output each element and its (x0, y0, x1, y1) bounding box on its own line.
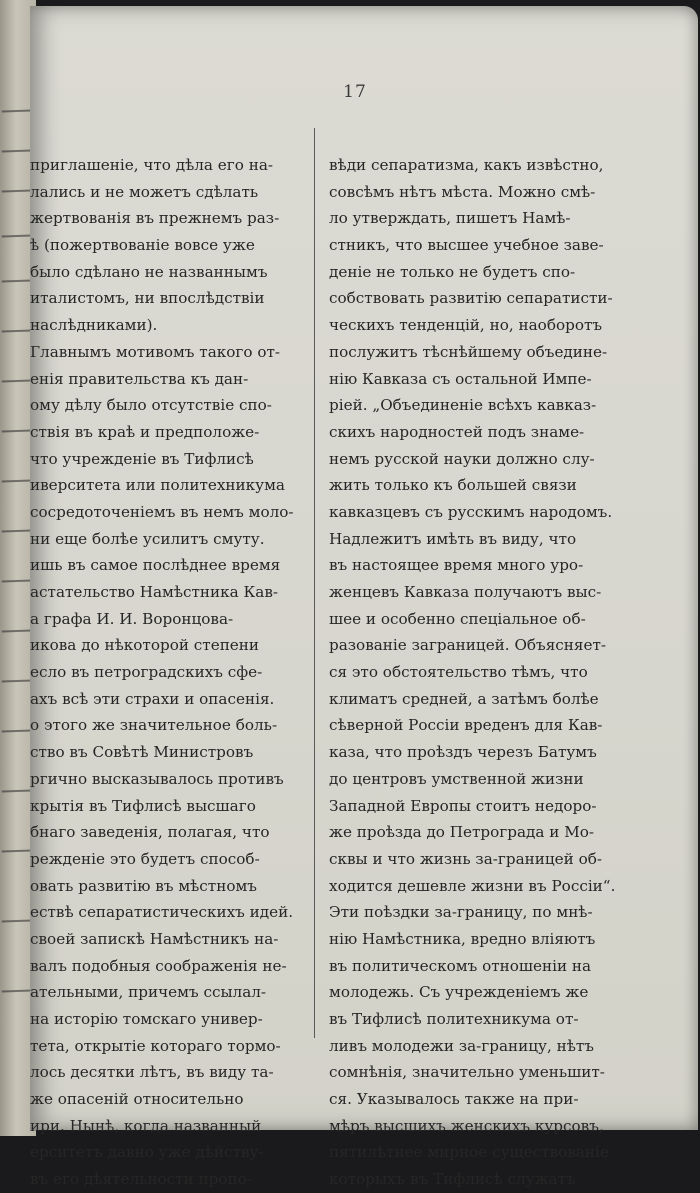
text-line: немъ русской науки должно слу- (329, 449, 595, 468)
text-line: послужитъ тѣснѣйшему объедине- (329, 342, 608, 361)
text-line: было сдѣлано не названнымъ (30, 262, 268, 281)
text-line: мѣръ высшихъ женскихъ курсовъ, (329, 1116, 604, 1135)
text-line: а графа И. И. Воронцова- (30, 609, 234, 628)
text-line: которыхъ въ Тифлисѣ служатъ (329, 1170, 576, 1189)
text-line: пятилѣтнее мирное существованіе (329, 1143, 609, 1162)
left-text-column (30, 152, 308, 1193)
right-text-column (329, 152, 649, 1193)
text-line: ерситетъ давно уже дѣйству- (30, 1143, 264, 1162)
text-line: климатъ средней, а затѣмъ болѣе (329, 689, 599, 708)
text-line: икова до нѣкоторой степени (30, 636, 260, 655)
text-line: есло въ петроградскихъ сфе- (30, 663, 263, 682)
text-line: сквы и что жизнь за-границей об- (329, 849, 602, 868)
text-line: ло утверждать, пишетъ Намѣ- (329, 209, 571, 228)
text-line: ся это обстоятельство тѣмъ, что (329, 663, 588, 682)
text-line: совсѣмъ нѣтъ мѣста. Можно смѣ- (329, 182, 596, 201)
book-page (30, 6, 698, 1189)
text-line: Главнымъ мотивомъ такого от- (30, 342, 281, 361)
text-line: въ Тифлисѣ политехникума от- (329, 1010, 579, 1028)
text-line: же опасеній относительно (30, 1090, 244, 1109)
text-line: въ политическомъ отношеніи на (329, 956, 592, 975)
text-line: ахъ всѣ эти страхи и опасенія. (30, 689, 275, 708)
text-line: валъ подобныя соображенія не- (30, 956, 287, 975)
text-line: лось десятки лѣтъ, въ виду та- (30, 1063, 274, 1082)
column-divider (314, 128, 315, 1038)
text-line: шее и особенно спеціальное об- (329, 609, 586, 628)
text-line: сосредоточеніемъ въ немъ моло- (30, 502, 294, 521)
text-line: разованіе заграницей. Объясняет- (329, 636, 607, 655)
text-line: ни еще болѣе усилитъ смуту. (30, 529, 265, 548)
text-line: италистомъ, ни впослѣдствіи (30, 289, 265, 308)
text-line: сомнѣнія, значительно уменьшит- (329, 1063, 605, 1082)
text-line: въ настоящее время много уро- (329, 556, 584, 575)
text-line: женцевъ Кавказа получаютъ выс- (329, 583, 602, 601)
text-line: бнаго заведенія, полагая, что (30, 823, 270, 842)
text-line: о этого же значительное боль- (30, 716, 278, 735)
text-line: скихъ народностей подъ знаме- (329, 422, 585, 441)
text-line: въ его дѣятельности пропо- (30, 1170, 252, 1189)
text-line: каза, что проѣздъ черезъ Батумъ (329, 743, 597, 762)
text-line: своей запискѣ Намѣстникъ на- (30, 929, 279, 948)
text-line: Надлежитъ имѣть въ виду, что (329, 529, 577, 548)
text-line: собствовать развитію сепаратисти- (329, 289, 613, 308)
text-line: ся. Указывалось также на при- (329, 1090, 579, 1109)
text-line: ѣ (пожертвованіе вовсе уже (30, 236, 255, 255)
text-line: ишь въ самое послѣднее время (30, 556, 281, 575)
text-line: приглашеніе, что дѣла его на- (30, 156, 274, 174)
text-line: ходится дешевле жизни въ Россіи“. (329, 876, 616, 895)
text-line: астательство Намѣстника Кав- (30, 583, 279, 601)
text-line: ствія въ краѣ и предположе- (30, 422, 260, 441)
text-line: лались и не можетъ сдѣлать (30, 182, 259, 201)
text-line: тета, открытіе котораго тормо- (30, 1036, 281, 1055)
text-line: енія правительства къ дан- (30, 369, 249, 388)
text-line: кавказцевъ съ русскимъ народомъ. (329, 502, 613, 521)
text-line: ествѣ сепаратистическихъ идей. (30, 903, 294, 922)
text-line: на исторію томскаго универ- (30, 1010, 263, 1028)
text-line: ріей. „Объединеніе всѣхъ кавказ- (329, 396, 597, 415)
text-line: овать развитію въ мѣстномъ (30, 876, 257, 895)
text-line: Западной Европы стоитъ недоро- (329, 796, 597, 815)
text-line: же проѣзда до Петрограда и Мо- (329, 823, 595, 842)
text-line: что учрежденіе въ Тифлисѣ (30, 449, 254, 468)
text-line: Эти поѣздки за-границу, по мнѣ- (329, 903, 593, 922)
text-line: стникъ, что высшее учебное заве- (329, 236, 604, 255)
text-line: крытія въ Тифлисѣ высшаго (30, 796, 256, 815)
text-line: ческихъ тенденцій, но, наоборотъ (329, 316, 603, 335)
text-line: ливъ молодежи за-границу, нѣтъ (329, 1036, 594, 1055)
text-line: сѣверной Россіи вреденъ для Кав- (329, 716, 603, 735)
text-line: вѣди сепаратизма, какъ извѣстно, (329, 156, 604, 174)
text-line: наслѣдниками). (30, 316, 158, 335)
page-number: 17 (343, 82, 367, 102)
text-line: деніе не только не будетъ спо- (329, 262, 576, 281)
text-line: нію Намѣстника, вредно вліяютъ (329, 929, 596, 948)
text-line: до центровъ умственной жизни (329, 769, 584, 788)
text-line: ргично высказывалось противъ (30, 769, 284, 788)
text-line: режденіе это будетъ способ- (30, 849, 260, 868)
text-line: ство въ Совѣтѣ Министровъ (30, 743, 254, 762)
text-line: жить только къ большей связи (329, 476, 577, 495)
text-line: ательными, причемъ ссылал- (30, 983, 267, 1002)
text-line: нію Кавказа съ остальной Импе- (329, 369, 592, 388)
text-line: иверситета или политехникума (30, 476, 285, 495)
text-line: жертвованія въ прежнемъ раз- (30, 209, 280, 228)
text-line: ири. Нынѣ, когда названный (30, 1116, 262, 1135)
text-line: молодежь. Съ учрежденіемъ же (329, 983, 589, 1002)
text-line: ому дѣлу было отсутствіе спо- (30, 396, 272, 415)
